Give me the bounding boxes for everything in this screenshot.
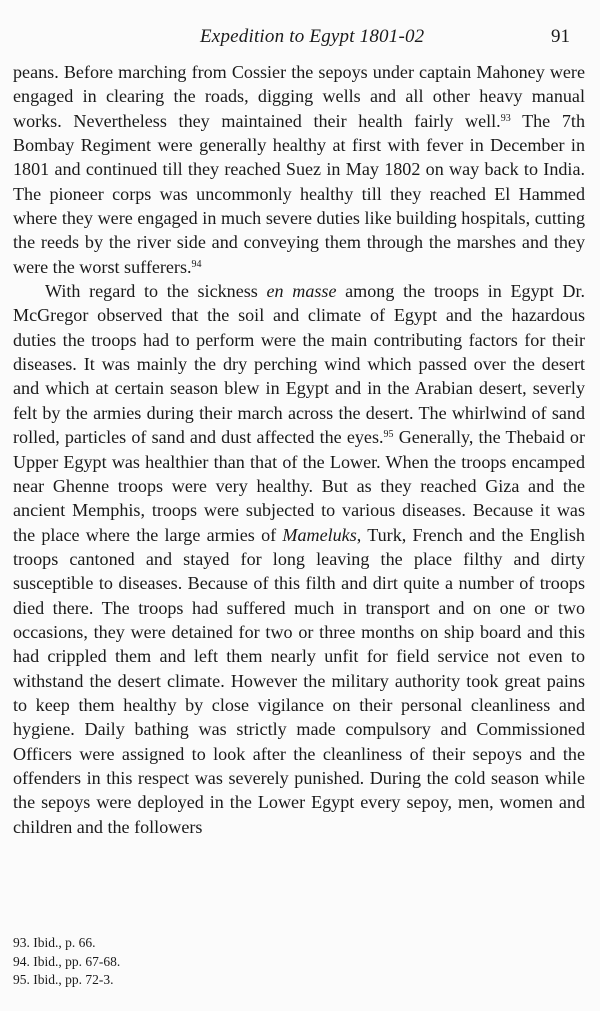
running-title: Expedition to Egypt 1801-02: [200, 26, 425, 47]
page-number: 91: [551, 26, 570, 47]
footnote: 95. Ibid., pp. 72-3.: [13, 972, 114, 987]
text-segment: With regard to the sickness: [45, 281, 267, 302]
paragraph: [13, 60, 585, 279]
paragraph: [13, 279, 585, 839]
body-text: [13, 60, 585, 839]
footnote: 94. Ibid., pp. 67-68.: [13, 953, 121, 969]
footnote-reference: 93: [500, 112, 511, 124]
text-segment: , Turk, French and the English troops cantoned and stayed for long leaving the place filthy and dirty susceptible to diseases. Because of this filth and dirt quite a number of troops died there. The troops had suffered much in transport and on one or two occasions, they were detained for two or three months on ship board and this had crippled them and left them nearly unfit for field service not even to withstand the desert climate. However the military authority took great pains to keep them healthy by close vigilance on their personal cleanliness and hygiene. Daily bathing was strictly made compulsory and Commissioned Officers were assigned to look after the cleanliness of their sepoys and the offenders in this respect was severely punished. During the cold season while the sepoys were deployed in the Lower Egypt every sepoy, men, women and children and the followers: [13, 524, 585, 837]
text-segment: peans. Before marching from Cossier the sepoys under captain Mahoney were engaged in clearing the roads, digging wells and all other heavy manual works. Nevertheless they maintained their health fairly well.: [13, 62, 585, 131]
italic-text: en masse: [266, 281, 337, 302]
footnotes: [13, 934, 313, 990]
text-segment: Generally, the Thebaid or Upper Egypt was healthier than that of the Lower. When the troops encamped near Ghenne troops were very healthy. But as they reached Giza and the ancient Memphis, troops were subjected to various diseases. Because it was the place where the large armies of: [13, 427, 585, 545]
italic-text: Mameluks: [282, 524, 357, 545]
page-header: [0, 26, 600, 56]
footnote: 93. Ibid., p. 66.: [13, 935, 96, 950]
text-segment: The 7th Bombay Regiment were generally healthy at first with fever in December in 1801 and continued till they reached Suez in May 1802 on way back to India. The pioneer corps was uncommonly healthy till they reached El Hammed where they were engaged in much severe duties like building hospitals, cutting the reeds by the river side and conveying them through the marshes and they were the worst sufferers.: [13, 110, 585, 277]
text-segment: among the troops in Egypt Dr. McGregor observed that the soil and climate of Egypt and the hazardous duties the troops had to perform were the main contributing factors for their diseases. It was mainly the dry perching wind which passed over the desert and which at certain season blew in Egypt and in the Arabian desert, severly felt by the armies during their march across the desert. The whirlwind of sand rolled, particles of sand and dust affected the eyes.: [13, 281, 585, 448]
footnote-reference: 95: [383, 429, 394, 441]
footnote-reference: 94: [191, 258, 202, 270]
